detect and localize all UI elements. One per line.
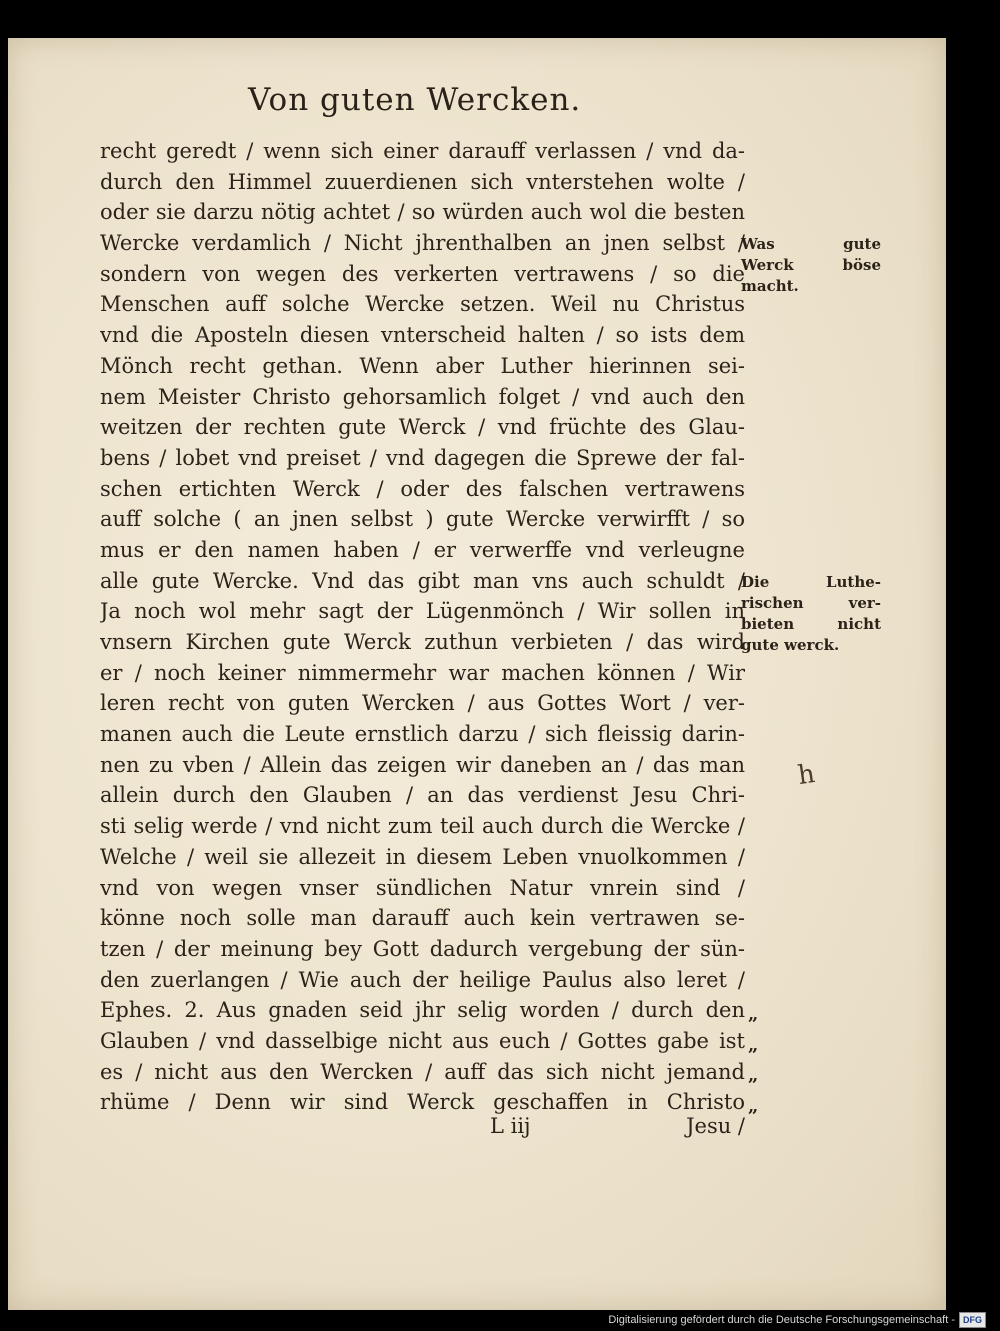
text-line: schen ertichten Werck / oder des falschen vertrawens (100, 476, 745, 501)
running-head: Von guten Wercken. (248, 82, 582, 118)
text-line: Glauben / vnd dasselbige nicht aus euch / Gottes gabe ist (100, 1028, 745, 1053)
margin-note-line: Was gute (741, 235, 881, 253)
catchword: Jesu / (686, 1114, 745, 1138)
text-line: rhüme / Denn wir sind Werck geschaffen in Christo (100, 1090, 745, 1115)
text-line: alle gute Wercke. Vnd das gibt man vns auch schuldt / (100, 568, 745, 593)
quotation-mark: „ (748, 1065, 759, 1087)
book-page (8, 38, 946, 1310)
quotation-mark: „ (748, 1096, 759, 1118)
text-line: Ja noch wol mehr sagt der Lügenmönch / Wir sollen in (100, 599, 745, 624)
text-line: tzen / der meinung bey Gott dadurch vergebung der sün- (100, 936, 745, 961)
text-line: Ephes. 2. Aus gnaden seid jhr selig worden / durch den (100, 998, 745, 1023)
margin-note-line: Werck böse (741, 256, 881, 274)
dfg-logo: DFG (959, 1312, 986, 1328)
footer (608, 1312, 986, 1328)
margin-note-good-works (741, 234, 881, 297)
text-line: auff solche ( an jnen selbst ) gute Wercke verwirfft / so (100, 507, 745, 532)
text-line: Wercke verdamlich / Nicht jhrenthalben an jnen selbst / (100, 231, 745, 256)
body-text (100, 136, 745, 1118)
text-line: könne noch solle man darauff auch kein vertrawen se- (100, 906, 745, 931)
text-line: vnd die Aposteln diesen vnterscheid halten / so ists dem (100, 323, 745, 348)
text-line: Welche / weil sie allezeit in diesem Leben vnuolkommen / (100, 844, 745, 869)
quotation-mark: „ (748, 1034, 759, 1056)
text-line: sti selig werde / vnd nicht zum teil auch durch die Wercke / (100, 814, 745, 839)
text-line: vnsern Kirchen gute Werck zuthun verbieten / das wird (100, 630, 745, 654)
text-line: Mönch recht gethan. Wenn aber Luther hierinnen sei- (100, 353, 745, 378)
text-line: weitzen der rechten gute Werck / vnd früchte des Glau- (100, 415, 745, 440)
text-line: er / noch keiner nimmermehr war machen können / Wir (100, 660, 745, 685)
quotation-marks (748, 1000, 758, 1123)
text-line: allein durch den Glauben / an das verdienst Jesu Chri- (100, 783, 745, 808)
text-line: mus er den namen haben / er verwerffe vnd verleugne (100, 537, 745, 562)
text-line: leren recht von guten Wercken / aus Gottes Wort / ver- (100, 691, 745, 716)
quotation-mark: „ (748, 1004, 759, 1025)
text-line: nem Meister Christo gehorsamlich folget / vnd auch den (100, 384, 745, 409)
text-line: sondern von wegen des verkerten vertrawens / so die (100, 261, 745, 286)
text-line: Menschen auff solche Wercke setzen. Weil nu Christus (100, 292, 745, 317)
margin-note-line: macht. (741, 277, 799, 295)
margin-note-line: rischen ver- (741, 594, 881, 612)
margin-note-line: Die Luthe- (741, 573, 881, 591)
signature-line (100, 1114, 745, 1144)
text-line: recht geredt / wenn sich einer darauff verlassen / vnd da- (100, 139, 745, 163)
signature-mark: L iij (490, 1114, 531, 1138)
text-line: vnd von wegen vnser sündlichen Natur vnrein sind / (100, 875, 745, 900)
text-line: nen zu vben / Allein das zeigen wir daneben an / das man (100, 752, 745, 777)
text-line: oder sie darzu nötig achtet / so würden auch wol die besten (100, 200, 745, 225)
margin-note-lutherans (741, 572, 881, 656)
text-line: den zuerlangen / Wie auch der heilige Paulus also leret / (100, 967, 745, 992)
margin-note-line: gute werck. (741, 636, 840, 654)
text-line: manen auch die Leute ernstlich darzu / sich fleissig darin- (100, 722, 745, 747)
funding-credit: Digitalisierung gefördert durch die Deutsche Forschungsgemeinschaft - (608, 1314, 955, 1326)
margin-note-line: bieten nicht (741, 615, 881, 633)
marginal-glyph: h (795, 758, 817, 792)
text-line: durch den Himmel zuuerdienen sich vnterstehen wolte / (100, 169, 745, 194)
text-line: es / nicht aus den Wercken / auff das sich nicht jemand (100, 1059, 745, 1084)
text-line: bens / lobet vnd preiset / vnd dagegen die Sprewe der fal- (100, 445, 745, 470)
